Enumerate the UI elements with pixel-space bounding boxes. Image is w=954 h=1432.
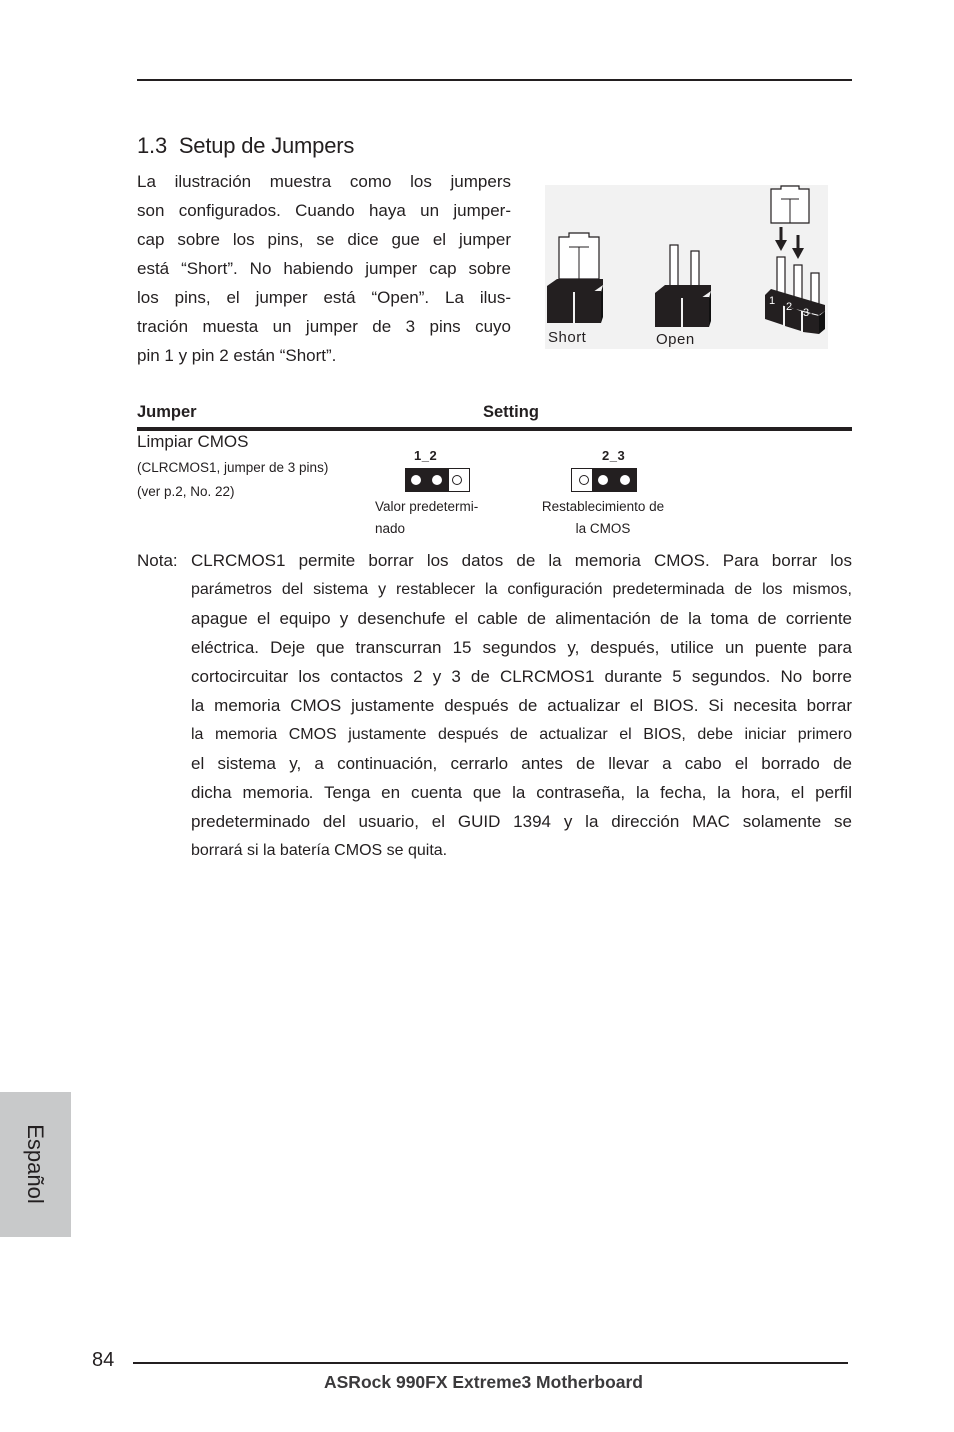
note-line: cortocircuitar los contactos 2 y 3 de CLRCMOS1 durante 5 segundos. No borre — [191, 667, 852, 686]
pin-number-label: 1 — [769, 295, 776, 307]
pin-dot — [598, 475, 608, 485]
note-line: borrará si la batería CMOS se quita. — [191, 842, 448, 859]
open-label: Open — [656, 331, 695, 348]
table-header-rule — [137, 427, 852, 431]
pin-number-label: 3 — [803, 307, 810, 319]
pin-open — [579, 475, 589, 485]
table-header-jumper: Jumper — [137, 403, 197, 421]
note-line: la memoria CMOS justamente después de actualizar el BIOS. Si necesita borrar — [191, 696, 852, 715]
note-label: Nota: — [137, 551, 178, 570]
footer-rule — [133, 1362, 848, 1364]
language-tab — [0, 1092, 71, 1237]
pin-dot — [432, 475, 442, 485]
note-line: apague el equipo y desenchufe el cable de alimentación de la toma de corriente — [191, 609, 852, 628]
note-line: dicha memoria. Tenga en cuenta que la contraseña, la fecha, la hora, el perfil — [191, 783, 852, 802]
section-number: 1.3 — [137, 133, 167, 158]
note-line: parámetros del sistema y restablecer la configuración predeterminada de los mismos, — [191, 581, 852, 598]
note-line: predeterminado del usuario, el GUID 1394 y la dirección MAC solamente se — [191, 812, 852, 831]
section-heading: Setup de Jumpers — [178, 133, 355, 158]
note-line: la memoria CMOS justamente después de actualizar el BIOS, debe iniciar primero — [191, 726, 852, 743]
intro-line: tración muesta un jumper de 3 pins cuyo — [137, 317, 511, 336]
pins-overlay — [405, 468, 470, 492]
footer-title: ASRock 990FX Extreme3 Motherboard — [324, 1372, 643, 1392]
language-tab-label: Español — [23, 1124, 48, 1204]
setting-clear-caption: Restablecimiento de — [541, 499, 665, 514]
setting-clear-pins-label: 2_3 — [602, 448, 626, 463]
intro-line: los pins, el jumper está “Open”. La ilus- — [137, 288, 511, 307]
pin-dot — [411, 475, 421, 485]
intro-line: pin 1 y pin 2 están “Short”. — [137, 346, 337, 365]
table-header-setting: Setting — [483, 403, 539, 421]
intro-line: La ilustración muestra como los jumpers — [137, 172, 511, 191]
jumper-name: Limpiar CMOS — [137, 432, 249, 451]
pin-number-label: 2 — [786, 301, 793, 313]
intro-line: cap sobre los pins, se dice gue el jumper — [137, 230, 511, 249]
jumper-illustration — [545, 185, 828, 349]
note-line: CLRCMOS1 permite borrar los datos de la memoria CMOS. Para borrar los — [191, 551, 852, 570]
setting-default-caption: nado — [375, 521, 406, 536]
pin-dot — [620, 475, 630, 485]
setting-clear-caption: la CMOS — [575, 521, 631, 536]
setting-default-caption: Valor predetermi- — [375, 499, 479, 514]
jumper-illustration-svg — [545, 185, 828, 349]
intro-line: son configurados. Cuando haya un jumper- — [137, 201, 511, 220]
page-number: 84 — [92, 1349, 115, 1371]
short-label: Short — [548, 329, 587, 346]
setting-default-pins-label: 1_2 — [414, 448, 438, 463]
pins-overlay — [592, 468, 637, 492]
intro-line: está “Short”. No habiendo jumper cap sobre — [137, 259, 511, 278]
jumper-reference: (ver p.2, No. 22) — [137, 484, 235, 499]
top-rule — [137, 79, 852, 81]
section-title — [137, 133, 354, 159]
jumper-description: (CLRCMOS1, jumper de 3 pins) — [137, 460, 329, 475]
note-line: eléctrica. Deje que transcurran 15 segundos y, después, utilice un puente para — [191, 638, 852, 657]
note-line: el sistema y, a continuación, cerrarlo antes de llevar a cabo el borrado de — [191, 754, 852, 773]
